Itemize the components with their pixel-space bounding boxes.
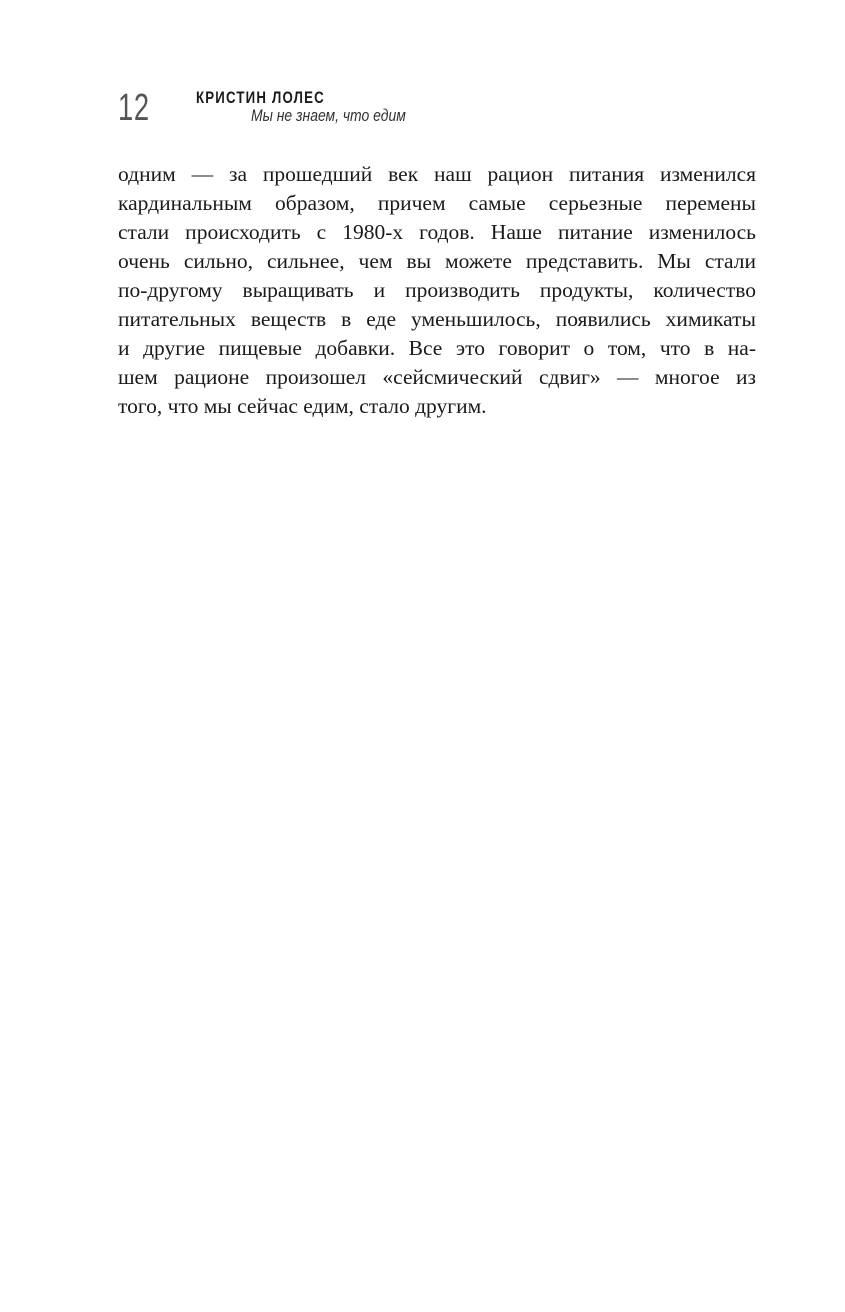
text-line: питательных веществ в еде уменьшилось, появились химикаты	[118, 307, 756, 331]
book-title: Мы не знаем, что едим	[251, 106, 406, 125]
running-head	[118, 86, 758, 136]
page-number: 12	[118, 87, 150, 129]
text-line: по-другому выращивать и производить продукты, количество	[118, 278, 756, 302]
text-line: стали происходить с 1980-х годов. Наше питание изменилось	[118, 220, 756, 244]
text-line: и другие пищевые добавки. Все это говорит о том, что в на-	[118, 336, 756, 360]
body-paragraph	[118, 160, 756, 421]
text-line: кардинальным образом, причем самые серьезные перемены	[118, 191, 756, 215]
text-line: шем рационе произошел «сейсмический сдвиг» — многое из	[118, 365, 756, 389]
text-line: одним — за прошедший век наш рацион питания изменился	[118, 162, 756, 186]
author-name: КРИСТИН ЛОЛЕС	[196, 88, 325, 107]
text-line: очень сильно, сильнее, чем вы можете представить. Мы стали	[118, 249, 756, 273]
text-line: того, что мы сейчас едим, стало другим.	[118, 394, 487, 418]
